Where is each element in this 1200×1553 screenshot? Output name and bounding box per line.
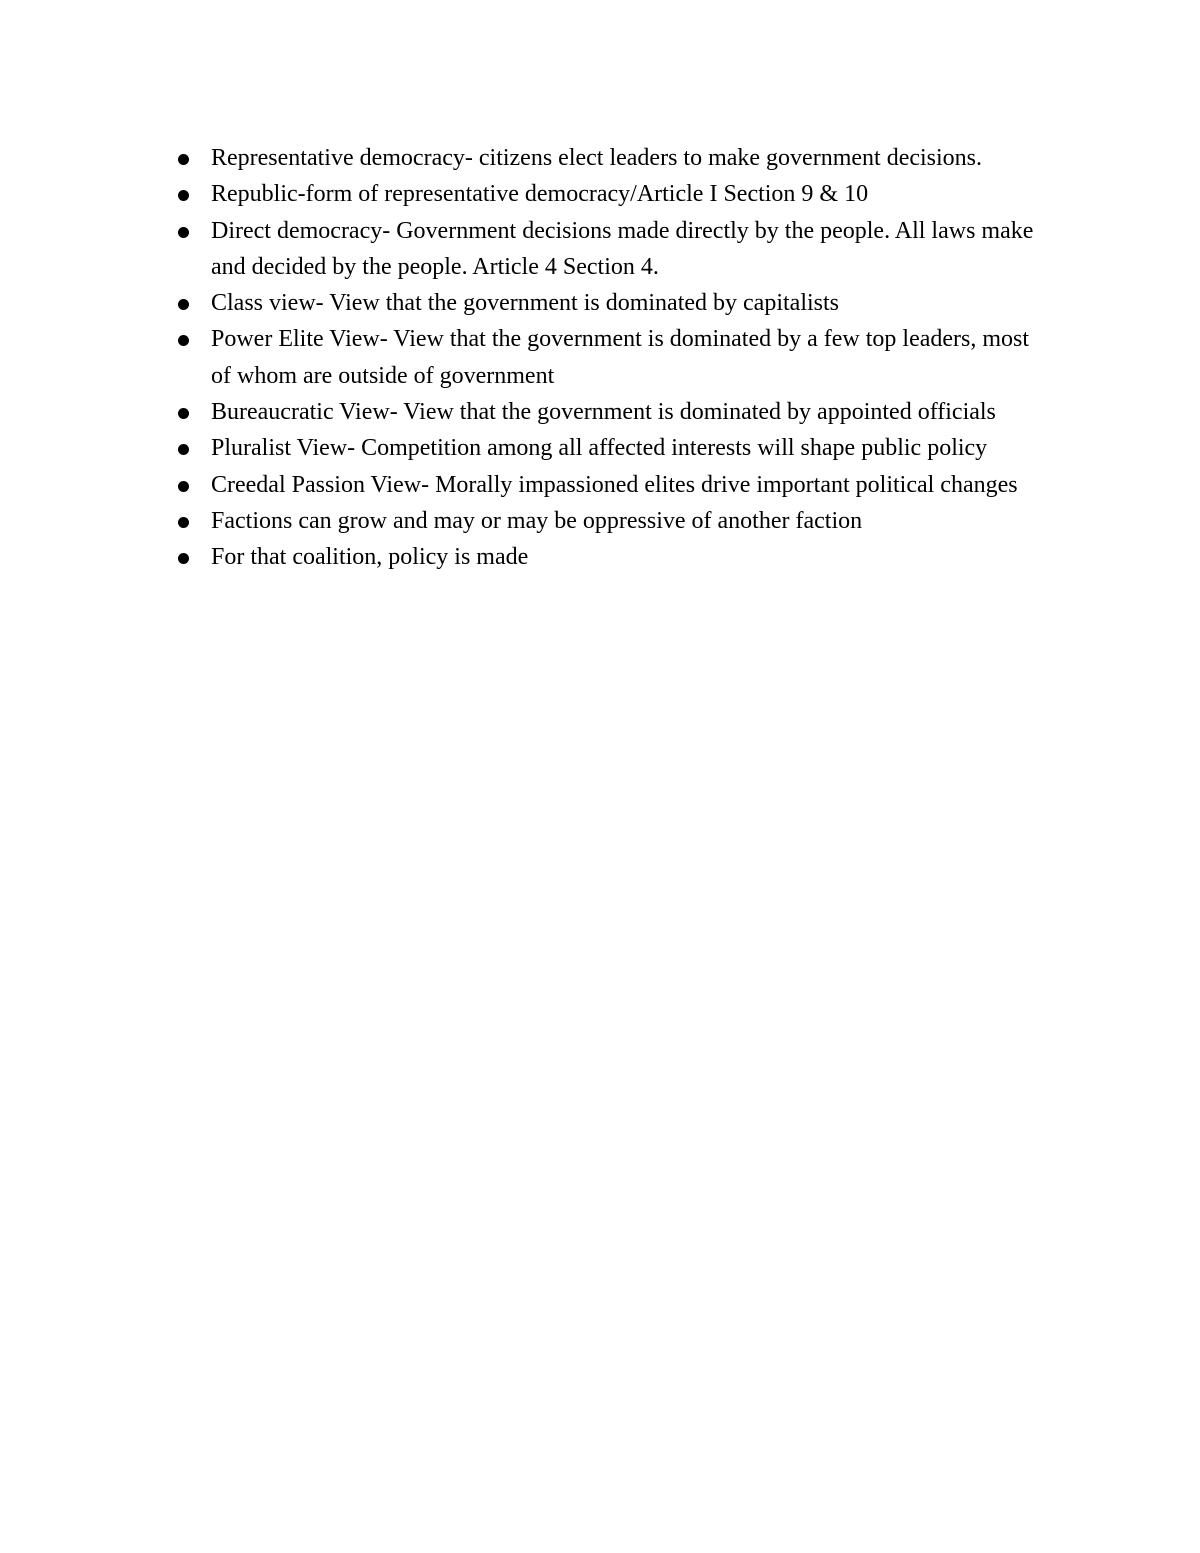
bullet-icon bbox=[178, 444, 189, 455]
list-item-text: Pluralist View- Competition among all affected interests will shape public policy bbox=[211, 435, 988, 462]
list-item-text: Class view- View that the government is dominated by capitalists bbox=[211, 290, 839, 317]
list-item bbox=[174, 539, 1054, 575]
list-item-text: Bureaucratic View- View that the government is dominated by appointed officials bbox=[211, 399, 996, 426]
list-item bbox=[174, 213, 1054, 286]
list-item bbox=[174, 394, 1054, 430]
list-item bbox=[174, 176, 1054, 212]
list-item-text: Factions can grow and may or may be oppressive of another faction bbox=[211, 507, 863, 534]
list-item-text: Creedal Passion View- Morally impassioned elites drive important political changes bbox=[211, 471, 1018, 498]
bullet-icon bbox=[178, 408, 189, 419]
list-item-text: Direct democracy- Government decisions made directly by the people. All laws make and decided by the people. Article 4 Section 4. bbox=[211, 217, 1034, 280]
list-item-text: For that coalition, policy is made bbox=[211, 544, 529, 571]
list-item-text: Republic-form of representative democracy/Article I Section 9 & 10 bbox=[211, 181, 869, 208]
list-item-text: Representative democracy- citizens elect leaders to make government decisions. bbox=[211, 145, 983, 171]
list-item bbox=[174, 140, 1054, 176]
bullet-icon bbox=[178, 481, 189, 492]
bullet-icon bbox=[178, 227, 189, 238]
bullet-icon bbox=[178, 517, 189, 528]
list-item bbox=[174, 503, 1054, 539]
list-item bbox=[174, 321, 1054, 394]
list-item-text: Power Elite View- View that the government is dominated by a few top leaders, most of whom are outside of government bbox=[211, 326, 1030, 389]
bullet-icon bbox=[178, 335, 189, 346]
bullet-icon bbox=[178, 553, 189, 564]
bullet-list bbox=[174, 140, 1054, 576]
bullet-icon bbox=[178, 154, 189, 165]
list-item bbox=[174, 467, 1054, 503]
bullet-icon bbox=[178, 190, 189, 201]
list-item bbox=[174, 430, 1054, 466]
list-item bbox=[174, 285, 1054, 321]
bullet-icon bbox=[178, 299, 189, 310]
